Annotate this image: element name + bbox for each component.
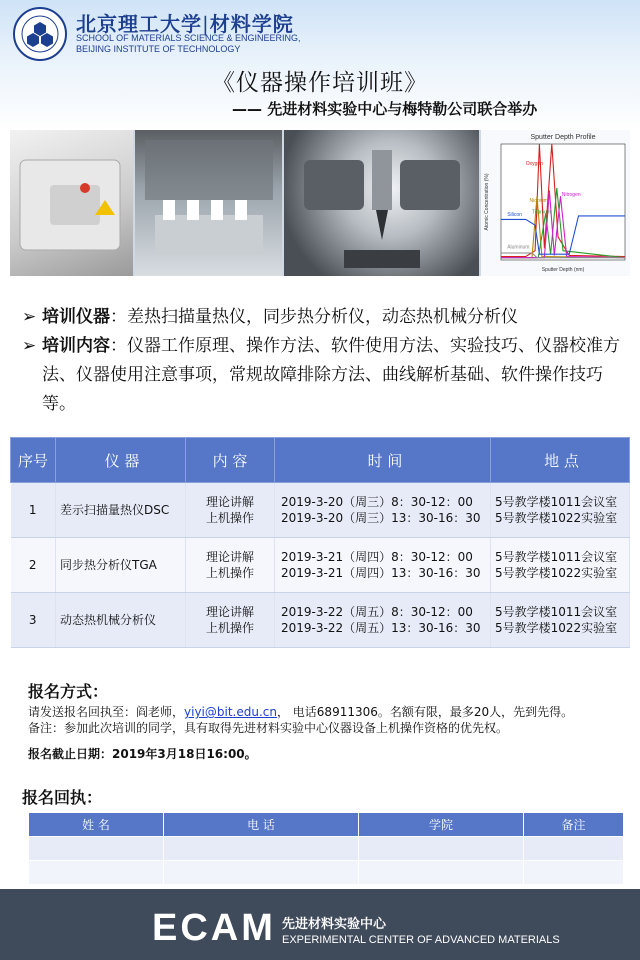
registration-note: 备注：参加此次培训的同学，具有取得先进材料实验中心仪器设备上机操作资格的优先权。 <box>28 721 509 735</box>
place-meeting-room: 5号教学楼1011会议室 <box>495 550 618 564</box>
series-label-titanium: Titanium <box>531 209 551 216</box>
chart-title: Sputter Depth Profile <box>530 134 596 141</box>
university-name: 北京理工大学|材料学院 <box>76 12 294 36</box>
bullet-text: ：仪器工作原理、操作方法、软件使用方法、实验技巧、仪器校准方法、仪器使用注意事项，常规故障排除方法、曲线解析基础、软件操作技巧等。 <box>42 336 620 414</box>
header-place: 地 点 <box>491 438 630 483</box>
row-place <box>491 483 630 538</box>
series-label-silicon: Silicon <box>507 211 522 218</box>
page-title: 《仪器操作培训班》 <box>212 70 428 96</box>
school-name-en <box>76 33 301 55</box>
chart-ylabel: Atomic Concentration (%) <box>483 173 490 231</box>
ecam-logo: ECAM <box>152 907 276 949</box>
schedule-table <box>10 437 630 648</box>
table-row <box>11 483 630 538</box>
registration-prefix: 请发送报名回执至：阎老师， <box>28 705 185 719</box>
place-lab: 5号教学楼1022实验室 <box>495 511 618 525</box>
series-label-aluminum: Aluminum <box>507 244 530 251</box>
instrument-photo-3 <box>284 130 479 276</box>
place-lab: 5号教学楼1022实验室 <box>495 621 618 635</box>
reply-cell[interactable] <box>359 861 524 885</box>
row-instrument: 差示扫描量热仪DSC <box>56 483 186 538</box>
place-meeting-room: 5号教学楼1011会议室 <box>495 605 618 619</box>
row-no: 1 <box>11 483 56 538</box>
department-name-cn: 材料学院 <box>209 12 294 36</box>
content-practice: 上机操作 <box>205 511 254 525</box>
instrument-photo-1 <box>10 130 133 276</box>
time-afternoon: 2019-3-22（周五）13：30-16：30 <box>281 621 481 635</box>
series-label-oxygen: Oxygen <box>525 160 544 167</box>
place-meeting-room: 5号教学楼1011会议室 <box>495 495 618 509</box>
time-afternoon: 2019-3-21（周四）13：30-16：30 <box>281 566 481 580</box>
reply-header-college: 学院 <box>359 813 524 837</box>
reply-cell[interactable] <box>29 861 164 885</box>
header-content: 内 容 <box>186 438 275 483</box>
row-instrument: 同步热分析仪TGA <box>56 538 186 593</box>
content-practice: 上机操作 <box>205 566 254 580</box>
time-morning: 2019-3-20（周三）8：30-12：00 <box>281 495 473 509</box>
row-content <box>186 483 275 538</box>
reply-cell[interactable] <box>524 837 624 861</box>
row-place <box>491 538 630 593</box>
footer-center-en: EXPERIMENTAL CENTER OF ADVANCED MATERIALS <box>282 934 560 946</box>
time-afternoon: 2019-3-20（周三）13：30-16：30 <box>281 511 481 525</box>
content-theory: 理论讲解 <box>205 495 254 509</box>
row-content <box>186 593 275 648</box>
sputter-depth-chart <box>481 130 630 276</box>
registration-deadline: 报名截止日期：2019年3月18日16:00。 <box>28 747 257 761</box>
reply-cell[interactable] <box>164 861 359 885</box>
reply-cell[interactable] <box>164 837 359 861</box>
header-no: 序号 <box>11 438 56 483</box>
series-label-niobium: Niobium <box>529 198 548 204</box>
reply-cell[interactable] <box>524 861 624 885</box>
table-row <box>11 538 630 593</box>
row-place <box>491 593 630 648</box>
instrument-photo-2 <box>135 130 282 276</box>
header-instrument: 仪 器 <box>56 438 186 483</box>
photo-strip <box>10 130 630 276</box>
row-no: 2 <box>11 538 56 593</box>
reply-row <box>29 837 624 861</box>
footer-center-cn: 先进材料实验中心 <box>282 917 387 932</box>
row-content <box>186 538 275 593</box>
bullet-key: 培训仪器 <box>42 307 110 327</box>
school-name-en-line2: BEIJING INSTITUTE OF TECHNOLOGY <box>76 44 241 54</box>
university-name-cn: 北京理工大学 <box>76 12 202 36</box>
content-theory: 理论讲解 <box>205 605 254 619</box>
chart-svg <box>481 130 630 276</box>
registration-line1 <box>28 703 573 720</box>
schedule-header-row <box>11 438 630 483</box>
bullet-arrow-icon: ➢ <box>22 336 37 356</box>
chart-xlabel: Sputter Depth (nm) <box>541 267 585 273</box>
header-time: 时 间 <box>275 438 491 483</box>
reply-header-phone: 电 话 <box>164 813 359 837</box>
row-instrument: 动态热机械分析仪 <box>56 593 186 648</box>
bullet-arrow-icon: ➢ <box>22 307 37 327</box>
content-practice: 上机操作 <box>205 621 254 635</box>
university-logo <box>12 6 68 62</box>
reply-row <box>29 861 624 885</box>
registration-suffix: ， 电话68911306。名额有限，最多20人，先到先得。 <box>276 705 574 719</box>
bullet-text: ：差热扫描量热仪，同步热分析仪，动态热机械分析仪 <box>110 307 518 327</box>
reply-header-note: 备注 <box>524 813 624 837</box>
reply-table <box>28 812 624 885</box>
table-row <box>11 593 630 648</box>
school-name-en-line1: SCHOOL OF MATERIALS SCIENCE & ENGINEERING, <box>76 33 301 43</box>
time-morning: 2019-3-21（周四）8：30-12：00 <box>281 550 473 564</box>
place-lab: 5号教学楼1022实验室 <box>495 566 618 580</box>
row-time <box>275 483 491 538</box>
series-label-nitrogen: Nitrogen <box>561 192 581 199</box>
row-time <box>275 593 491 648</box>
header-banner <box>0 0 640 130</box>
reply-header-name: 姓 名 <box>29 813 164 837</box>
row-no: 3 <box>11 593 56 648</box>
reply-cell[interactable] <box>29 837 164 861</box>
time-morning: 2019-3-22（周五）8：30-12：00 <box>281 605 473 619</box>
bullet-content <box>22 332 622 419</box>
reply-header-row <box>29 813 624 837</box>
row-time <box>275 538 491 593</box>
page-subtitle: —— 先进材料实验中心与梅特勒公司联合举办 <box>232 100 538 118</box>
registration-title: 报名方式： <box>28 682 109 701</box>
content-theory: 理论讲解 <box>205 550 254 564</box>
bullet-key: 培训内容 <box>42 336 110 356</box>
reply-cell[interactable] <box>359 837 524 861</box>
reply-title: 报名回执： <box>22 788 103 807</box>
email-link[interactable]: yiyi@bit.edu.cn <box>184 705 277 719</box>
training-info <box>22 303 622 419</box>
bullet-instruments <box>22 303 622 332</box>
